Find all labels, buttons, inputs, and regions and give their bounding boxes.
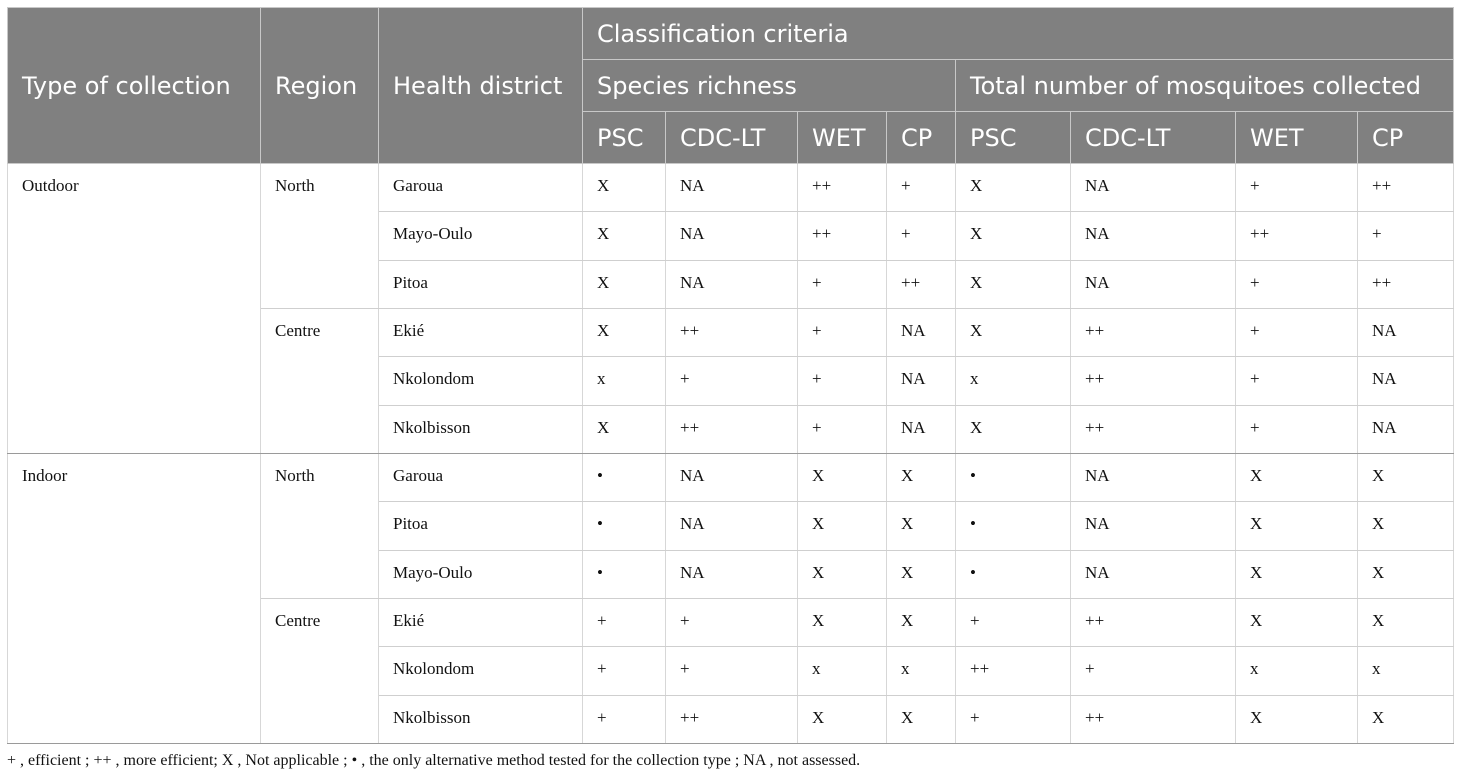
- cell-type-of-collection: Indoor: [8, 453, 261, 501]
- cell-value: +: [1236, 357, 1358, 405]
- cell-value: ++: [956, 647, 1071, 695]
- cell-value: +: [1236, 308, 1358, 356]
- cell-type-of-collection: [8, 260, 261, 308]
- cell-value: NA: [1358, 405, 1454, 453]
- cell-value: x: [887, 647, 956, 695]
- table-row: [8, 502, 1454, 550]
- cell-region: [261, 647, 379, 695]
- cell-value: X: [583, 405, 666, 453]
- cell-value: X: [1358, 550, 1454, 598]
- classification-table: [7, 7, 1454, 744]
- cell-value: •: [956, 502, 1071, 550]
- cell-value: NA: [1358, 357, 1454, 405]
- cell-value: +: [1358, 212, 1454, 260]
- table-footnote: + , efficient ; ++ , more efficient; X , Not applicable ; • , the only alternative method tested for the collection type ; NA , not assessed.: [7, 752, 861, 769]
- cell-value: X: [798, 453, 887, 501]
- cell-value: x: [1236, 647, 1358, 695]
- cell-health-district: Nkolbisson: [379, 695, 583, 743]
- cell-health-district: Nkolbisson: [379, 405, 583, 453]
- cell-type-of-collection: Outdoor: [8, 164, 261, 212]
- table-row: [8, 695, 1454, 743]
- cell-value: NA: [887, 405, 956, 453]
- cell-value: X: [1236, 598, 1358, 646]
- cell-value: •: [956, 453, 1071, 501]
- cell-value: X: [956, 212, 1071, 260]
- cell-value: NA: [1071, 453, 1236, 501]
- cell-region: Centre: [261, 308, 379, 356]
- cell-value: +: [666, 598, 798, 646]
- table-row: [8, 647, 1454, 695]
- table-body: [8, 164, 1454, 744]
- header-method: CP: [887, 112, 956, 164]
- cell-health-district: Pitoa: [379, 260, 583, 308]
- cell-value: •: [583, 550, 666, 598]
- cell-value: +: [956, 598, 1071, 646]
- cell-value: NA: [666, 164, 798, 212]
- cell-value: NA: [666, 502, 798, 550]
- cell-value: X: [956, 164, 1071, 212]
- cell-value: x: [956, 357, 1071, 405]
- cell-value: NA: [1071, 260, 1236, 308]
- cell-type-of-collection: [8, 647, 261, 695]
- cell-value: NA: [1071, 212, 1236, 260]
- header-method: CP: [1358, 112, 1454, 164]
- table-row: [8, 212, 1454, 260]
- cell-value: X: [798, 598, 887, 646]
- cell-value: +: [583, 598, 666, 646]
- cell-value: +: [583, 647, 666, 695]
- cell-region: North: [261, 164, 379, 212]
- cell-value: +: [887, 212, 956, 260]
- cell-value: X: [798, 695, 887, 743]
- cell-value: ++: [1071, 695, 1236, 743]
- cell-value: •: [583, 502, 666, 550]
- cell-value: X: [798, 502, 887, 550]
- cell-region: [261, 405, 379, 453]
- cell-value: NA: [1358, 308, 1454, 356]
- cell-value: X: [887, 550, 956, 598]
- header-health-district: Health district: [379, 8, 583, 164]
- cell-value: X: [1236, 550, 1358, 598]
- cell-value: NA: [1071, 164, 1236, 212]
- cell-health-district: Nkolondom: [379, 357, 583, 405]
- table-row: [8, 164, 1454, 212]
- cell-value: NA: [666, 550, 798, 598]
- cell-value: +: [666, 357, 798, 405]
- cell-type-of-collection: [8, 695, 261, 743]
- cell-value: NA: [666, 212, 798, 260]
- cell-value: ++: [1358, 164, 1454, 212]
- cell-value: X: [887, 502, 956, 550]
- table-row: [8, 453, 1454, 501]
- cell-type-of-collection: [8, 550, 261, 598]
- cell-region: Centre: [261, 598, 379, 646]
- cell-value: +: [1071, 647, 1236, 695]
- cell-value: x: [583, 357, 666, 405]
- cell-health-district: Ekié: [379, 308, 583, 356]
- cell-value: X: [956, 405, 1071, 453]
- cell-value: NA: [666, 260, 798, 308]
- cell-type-of-collection: [8, 308, 261, 356]
- cell-region: [261, 212, 379, 260]
- cell-value: X: [1236, 695, 1358, 743]
- header-method: WET: [798, 112, 887, 164]
- cell-type-of-collection: [8, 405, 261, 453]
- cell-value: X: [956, 260, 1071, 308]
- cell-value: X: [583, 260, 666, 308]
- cell-value: ++: [1071, 405, 1236, 453]
- cell-value: X: [887, 598, 956, 646]
- cell-value: ++: [666, 308, 798, 356]
- cell-type-of-collection: [8, 357, 261, 405]
- table-header: [8, 8, 1454, 164]
- cell-region: [261, 550, 379, 598]
- header-method: WET: [1236, 112, 1358, 164]
- cell-value: ++: [666, 405, 798, 453]
- cell-value: NA: [1071, 550, 1236, 598]
- cell-health-district: Nkolondom: [379, 647, 583, 695]
- table-row: [8, 260, 1454, 308]
- cell-value: x: [798, 647, 887, 695]
- cell-value: +: [798, 260, 887, 308]
- cell-value: x: [1358, 647, 1454, 695]
- cell-value: +: [666, 647, 798, 695]
- cell-region: [261, 502, 379, 550]
- cell-value: X: [583, 164, 666, 212]
- cell-value: •: [956, 550, 1071, 598]
- cell-value: X: [1358, 502, 1454, 550]
- cell-value: X: [1358, 453, 1454, 501]
- cell-region: [261, 260, 379, 308]
- table-row: [8, 405, 1454, 453]
- cell-type-of-collection: [8, 598, 261, 646]
- cell-value: +: [1236, 405, 1358, 453]
- cell-health-district: Mayo-Oulo: [379, 550, 583, 598]
- table-row: [8, 550, 1454, 598]
- cell-value: ++: [1236, 212, 1358, 260]
- cell-value: ++: [798, 212, 887, 260]
- table-row: [8, 357, 1454, 405]
- cell-type-of-collection: [8, 212, 261, 260]
- cell-health-district: Mayo-Oulo: [379, 212, 583, 260]
- cell-value: X: [1236, 453, 1358, 501]
- header-region: Region: [261, 8, 379, 164]
- cell-value: X: [887, 453, 956, 501]
- header-classification-criteria: Classification criteria: [583, 8, 1454, 60]
- cell-value: +: [1236, 164, 1358, 212]
- cell-health-district: Ekié: [379, 598, 583, 646]
- table-row: [8, 308, 1454, 356]
- header-type-of-collection: Type of collection: [8, 8, 261, 164]
- cell-value: NA: [666, 453, 798, 501]
- cell-value: ++: [798, 164, 887, 212]
- cell-value: +: [798, 308, 887, 356]
- cell-value: ++: [887, 260, 956, 308]
- cell-value: X: [956, 308, 1071, 356]
- cell-region: [261, 357, 379, 405]
- header-method: PSC: [956, 112, 1071, 164]
- header-total-number: Total number of mosquitoes collected: [956, 60, 1454, 112]
- cell-health-district: Pitoa: [379, 502, 583, 550]
- cell-value: ++: [1358, 260, 1454, 308]
- cell-value: +: [887, 164, 956, 212]
- header-method: PSC: [583, 112, 666, 164]
- cell-region: North: [261, 453, 379, 501]
- cell-value: +: [583, 695, 666, 743]
- cell-value: +: [798, 405, 887, 453]
- header-species-richness: Species richness: [583, 60, 956, 112]
- cell-value: ++: [1071, 357, 1236, 405]
- cell-value: ++: [1071, 308, 1236, 356]
- cell-value: ++: [1071, 598, 1236, 646]
- header-method: CDC-LT: [1071, 112, 1236, 164]
- cell-value: X: [583, 308, 666, 356]
- header-method: CDC-LT: [666, 112, 798, 164]
- cell-value: NA: [887, 308, 956, 356]
- cell-value: •: [583, 453, 666, 501]
- cell-value: NA: [887, 357, 956, 405]
- cell-value: X: [887, 695, 956, 743]
- cell-value: NA: [1071, 502, 1236, 550]
- cell-value: +: [1236, 260, 1358, 308]
- cell-health-district: Garoua: [379, 164, 583, 212]
- cell-value: +: [956, 695, 1071, 743]
- cell-value: X: [1236, 502, 1358, 550]
- table-row: [8, 598, 1454, 646]
- cell-type-of-collection: [8, 502, 261, 550]
- cell-value: X: [1358, 695, 1454, 743]
- cell-value: +: [798, 357, 887, 405]
- cell-region: [261, 695, 379, 743]
- cell-health-district: Garoua: [379, 453, 583, 501]
- cell-value: X: [583, 212, 666, 260]
- cell-value: X: [798, 550, 887, 598]
- cell-value: X: [1358, 598, 1454, 646]
- cell-value: ++: [666, 695, 798, 743]
